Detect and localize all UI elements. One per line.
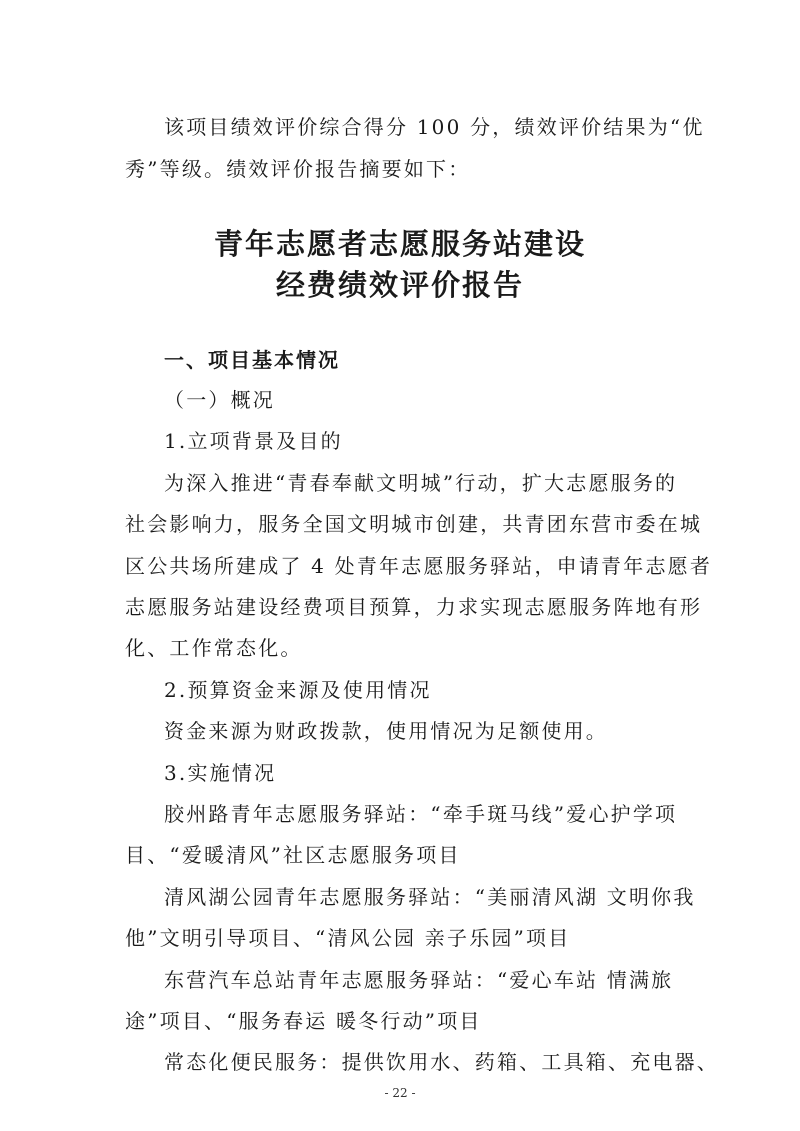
paragraph-line: 化、工作常态化。 [125, 636, 303, 660]
paragraph-line: 为深入推进“青春奉献文明城”行动，扩大志愿服务的 [164, 471, 678, 495]
section-heading: 一、项目基本情况 [164, 348, 340, 372]
intro-line-1: 该项目绩效评价综合得分 100 分，绩效评价结果为“优 [164, 115, 705, 139]
paragraph-line: 东营汽车总站青年志愿服务驿站：“爱心车站 情满旅 [164, 968, 674, 992]
page-number: - 22 - [384, 1086, 416, 1100]
paragraph-line: 社会影响力，服务全国文明城市创建，共青团东营市委在城 [125, 512, 703, 536]
report-title-line-2: 经费绩效评价报告 [275, 268, 524, 302]
report-title-line-1: 青年志愿者志愿服务站建设 [213, 227, 586, 261]
item-heading-2: 2.预算资金来源及使用情况 [164, 678, 432, 702]
paragraph-line: 胶州路青年志愿服务驿站：“牵手斑马线”爱心护学项 [164, 802, 678, 826]
paragraph-line: 清风湖公园青年志愿服务驿站：“美丽清风湖 文明你我 [164, 885, 696, 909]
paragraph-line: 区公共场所建成了 4 处青年志愿服务驿站，申请青年志愿者 [125, 554, 713, 578]
subsection-heading: （一）概况 [164, 388, 275, 412]
paragraph-line: 他”文明引导项目、“清风公园 亲子乐园”项目 [125, 926, 571, 950]
intro-line-2: 秀”等级。绩效评价报告摘要如下： [125, 157, 471, 181]
paragraph-line: 志愿服务站建设经费项目预算，力求实现志愿服务阵地有形 [125, 595, 703, 619]
item-heading-3: 3.实施情况 [164, 761, 277, 785]
paragraph-line: 目、“爱暖清风”社区志愿服务项目 [125, 843, 461, 867]
paragraph-line: 资金来源为财政拨款，使用情况为足额使用。 [164, 719, 608, 743]
paragraph-line: 途”项目、“服务春运 暖冬行动”项目 [125, 1009, 482, 1033]
paragraph-line: 常态化便民服务：提供饮用水、药箱、工具箱、充电器、 [164, 1050, 719, 1074]
item-heading-1: 1.立项背景及目的 [164, 429, 343, 453]
